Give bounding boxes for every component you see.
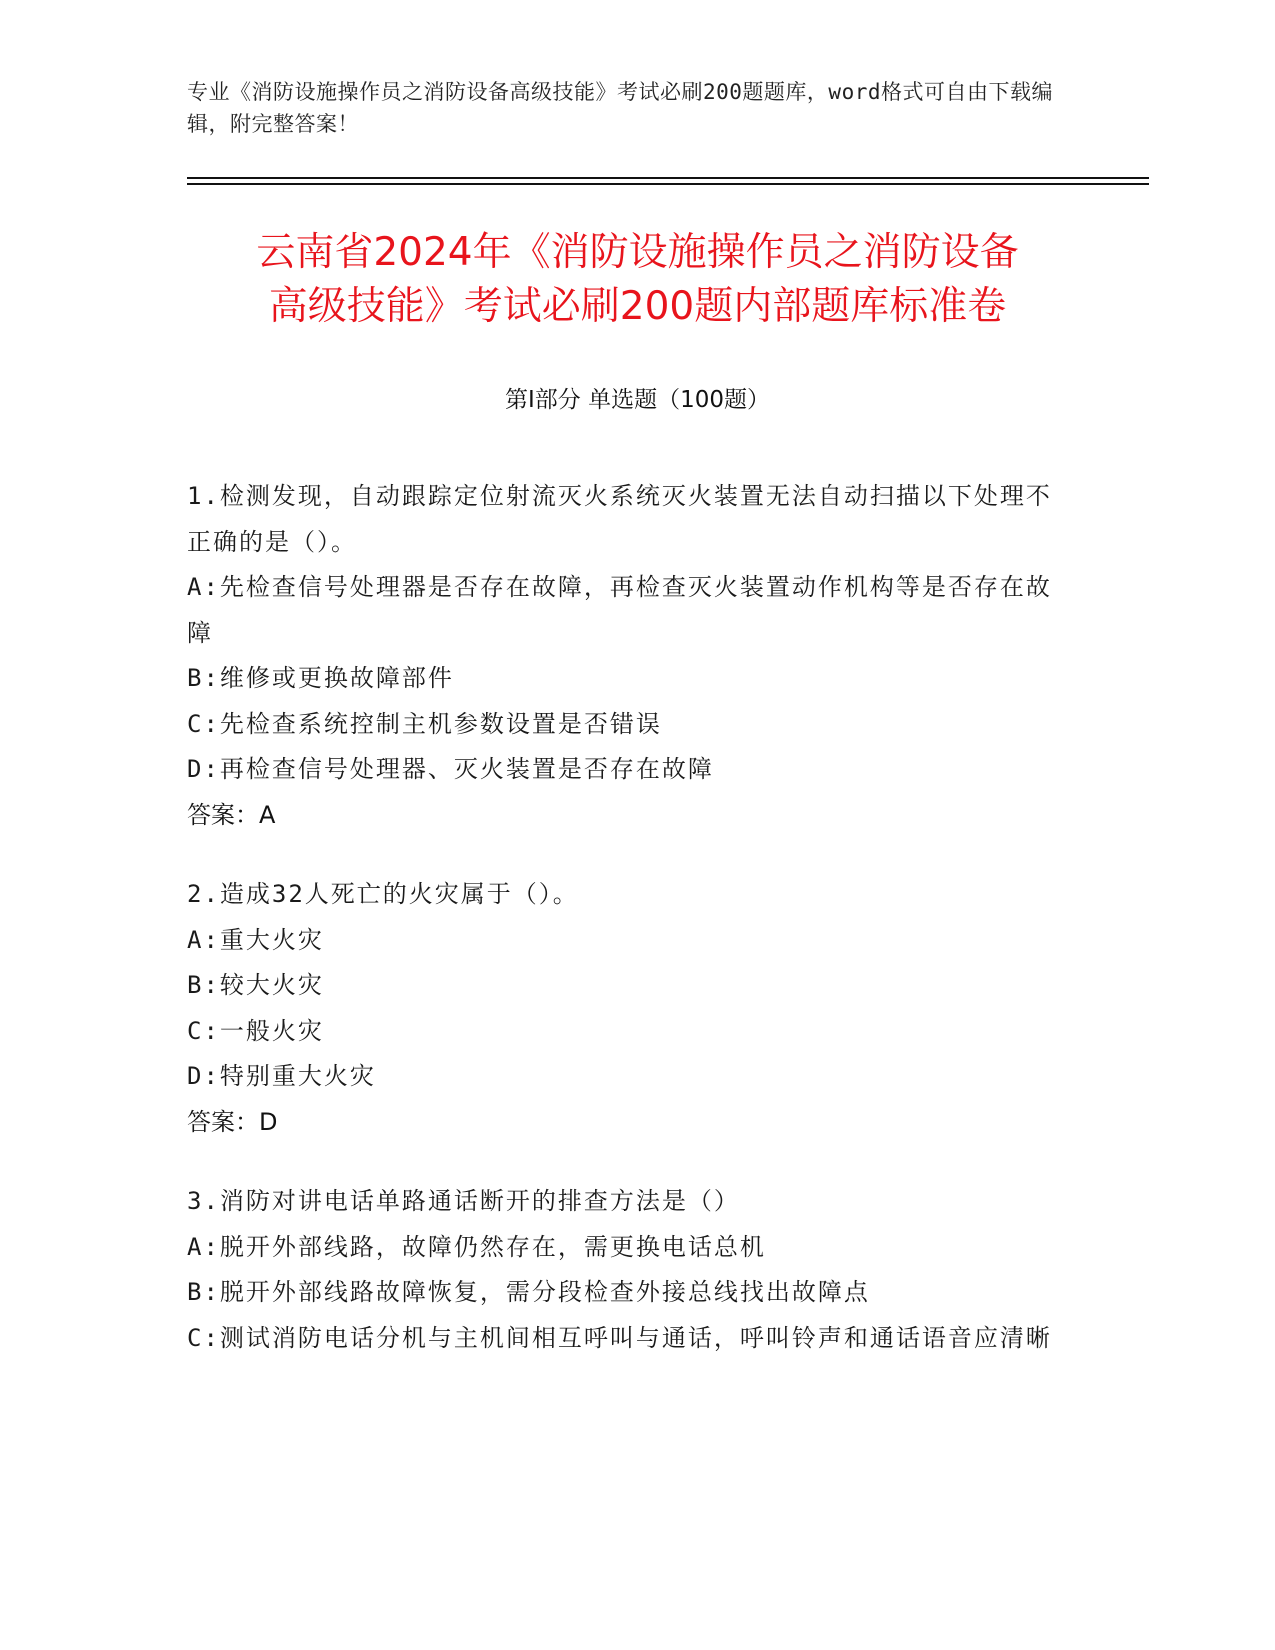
question-2 <box>187 872 1067 1145</box>
option-c: C:一般火灾 <box>187 1016 324 1045</box>
option-a: A:先检查信号处理器是否存在故障，再检查灭火装置动作机构等是否存在故障 <box>187 573 1052 647</box>
option-a: A:脱开外部线路，故障仍然存在，需更换电话总机 <box>187 1232 766 1261</box>
question-1 <box>187 474 1067 838</box>
option-c: C:测试消防电话分机与主机间相互呼叫与通话，呼叫铃声和通话语音应清晰 <box>187 1323 1052 1352</box>
option-d: D:再检查信号处理器、灭火装置是否存在故障 <box>187 755 714 783</box>
document-title <box>140 226 1135 334</box>
header-divider-bottom <box>187 183 1149 185</box>
title-line-1: 云南省2024年《消防设施操作员之消防设备 <box>256 230 1019 275</box>
option-c: C:先检查系统控制主机参数设置是否错误 <box>187 709 662 738</box>
answer: 答案：D <box>187 1107 278 1136</box>
header-note: 专业《消防设施操作员之消防设备高级技能》考试必刷200题题库，word格式可自由下载编辑，附完整答案！ <box>187 80 1053 136</box>
option-b: B:维修或更换故障部件 <box>187 664 454 692</box>
answer: 答案：A <box>187 800 276 829</box>
header-divider-top <box>187 177 1149 179</box>
question-3 <box>187 1179 1067 1361</box>
option-d: D:特别重大火灾 <box>187 1062 376 1090</box>
section-heading: 第Ⅰ部分 单选题（100题） <box>505 387 770 413</box>
option-b: B:脱开外部线路故障恢复，需分段检查外接总线找出故障点 <box>187 1278 870 1306</box>
option-a: A:重大火灾 <box>187 925 324 954</box>
title-line-2: 高级技能》考试必刷200题内部题库标准卷 <box>268 284 1007 329</box>
question-text: 1.检测发现，自动跟踪定位射流灭火系统灭火装置无法自动扫描以下处理不正确的是（）。 <box>187 482 1052 556</box>
question-list <box>187 474 1067 1395</box>
option-b: B:较大火灾 <box>187 971 324 999</box>
question-text: 2.造成32人死亡的火灾属于（）。 <box>187 880 579 908</box>
question-text: 3.消防对讲电话单路通话断开的排查方法是（） <box>187 1187 740 1215</box>
